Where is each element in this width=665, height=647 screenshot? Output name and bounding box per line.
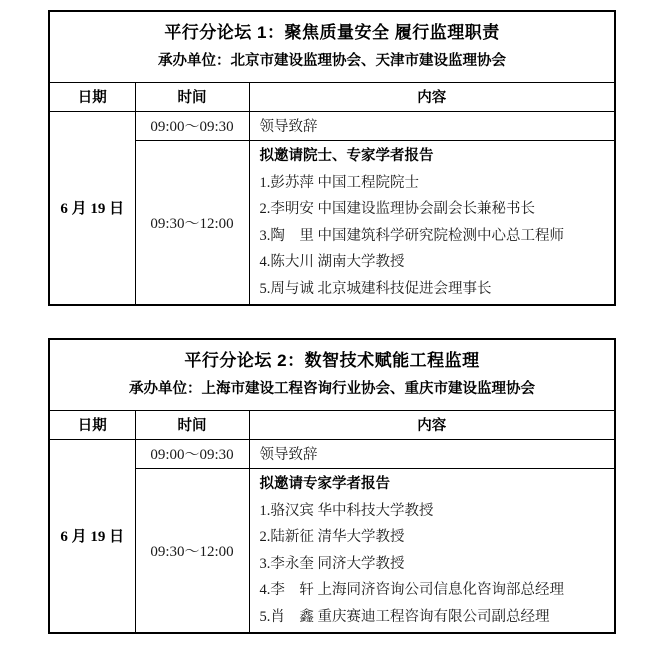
speaker-item: 4.李 轩 上海同济咨询公司信息化咨询部总经理	[259, 582, 564, 598]
forum-1-col-header-time: 时间	[135, 82, 249, 111]
forum-2-session-2-heading: 拟邀请专家学者报告	[259, 475, 390, 492]
forum-2-title-row	[49, 339, 615, 410]
speaker-item: 3.李永奎 同济大学教授	[259, 555, 405, 572]
forum-2-col-header-date: 日期	[49, 410, 135, 439]
forum-2-session-1-row	[49, 439, 615, 468]
forum-1-session-2-content	[249, 140, 615, 305]
forum-1-title-block	[49, 11, 615, 82]
speaker-item: 1.骆汉宾 华中科技大学教授	[259, 502, 434, 519]
forum-1-header-row	[49, 82, 615, 111]
forum-2-col-header-content: 内容	[249, 410, 615, 439]
forum-2-session-1-content: 领导致辞	[249, 439, 615, 468]
forum-1-date-cell: 6 月 19 日	[49, 111, 135, 305]
speaker-item: 1.彭苏萍 中国工程院院士	[259, 174, 419, 191]
speaker-item: 2.陆新征 清华大学教授	[259, 529, 405, 545]
speaker-item: 3.陶 里 中国建筑科学研究院检测中心总工程师	[259, 227, 564, 244]
forum-2-session-2-time: 09:30～12:00	[135, 468, 249, 633]
forum-1-session-1-content: 领导致辞	[249, 111, 615, 140]
forum-1-table	[48, 10, 616, 306]
forum-2-session-1-time: 09:00～09:30	[135, 439, 249, 468]
forum-2-date-cell: 6 月 19 日	[49, 439, 135, 633]
forum-1-title-row	[49, 11, 615, 82]
forum-2-title: 平行分论坛 2：数智技术赋能工程监理	[184, 350, 480, 370]
speaker-item: 5.周与诚 北京城建科技促进会理事长	[259, 280, 492, 297]
speaker-item: 5.肖 鑫 重庆赛迪工程咨询有限公司副总经理	[259, 608, 550, 625]
forum-2-title-block	[49, 339, 615, 410]
speaker-item: 2.李明安 中国建设监理协会副会长兼秘书长	[259, 201, 535, 217]
forum-1-session-1-time: 09:00～09:30	[135, 111, 249, 140]
forum-1-session-2-heading: 拟邀请院士、专家学者报告	[259, 147, 434, 164]
forum-1-session-2-time: 09:30～12:00	[135, 140, 249, 305]
forum-2-organizer: 承办单位：上海市建设工程咨询行业协会、重庆市建设监理协会	[129, 380, 535, 397]
forum-2-col-header-time: 时间	[135, 410, 249, 439]
forum-1-organizer: 承办单位：北京市建设监理协会、天津市建设监理协会	[158, 52, 507, 69]
forum-1-title: 平行分论坛 1：聚焦质量安全 履行监理职责	[164, 22, 500, 42]
forum-1-session-1-row	[49, 111, 615, 140]
forum-1-col-header-date: 日期	[49, 82, 135, 111]
forum-2-table	[48, 338, 616, 634]
forum-2-header-row	[49, 410, 615, 439]
speaker-item: 4.陈大川 湖南大学教授	[259, 254, 405, 270]
forum-2-session-2-content	[249, 468, 615, 633]
forum-1-col-header-content: 内容	[249, 82, 615, 111]
